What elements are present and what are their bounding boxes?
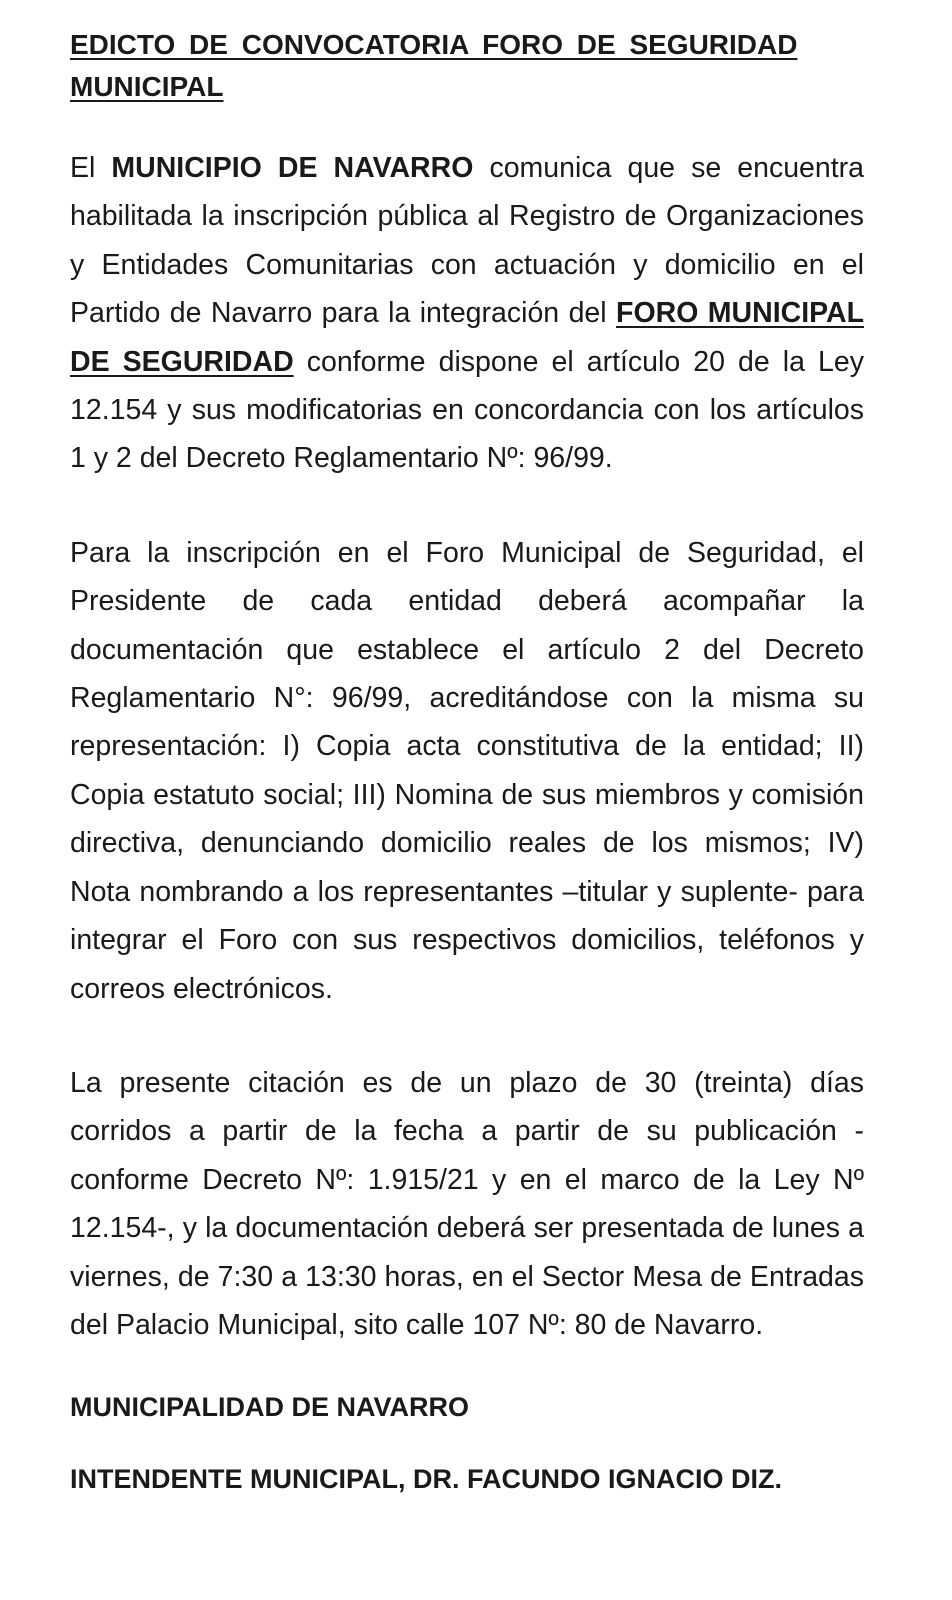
signature-entity: MUNICIPALIDAD DE NAVARRO bbox=[70, 1392, 469, 1423]
announcement-text: comunica que se encuentra habilitada la inscripción pública al Registro de Organizaciones y Entidades Comunitarias con actuación y domicilio en el Partido de Navarro para la integración del bbox=[70, 152, 865, 330]
signature-person: INTENDENTE MUNICIPAL, DR. FACUNDO IGNACIO DIZ. bbox=[70, 1464, 782, 1495]
edict-document bbox=[70, 24, 864, 1499]
municipality-name: MUNICIPIO DE NAVARRO bbox=[111, 152, 474, 184]
announcement-text-continued: conforme dispone el artículo 20 de la Ley 12.154 y sus modificatorias en concordancia con los artículos 1 y 2 del Decreto Reglamentario Nº: 96/99. bbox=[70, 345, 864, 475]
forum-name: FORO MUNICIPAL DE SEGURIDAD bbox=[70, 297, 864, 378]
paragraph-announcement bbox=[70, 144, 864, 483]
paragraph-requirements: Para la inscripción en el Foro Municipal de Seguridad, el Presidente de cada entidad deberá acompañar la documentación que establece el artículo 2 del Decreto Reglamentario N°: 96/99, acreditándose con la misma su representación: I) Copia acta constitutiva de la entidad; II) Copia estatuto social; III) Nomina de sus miembros y comisión directiva, denunciando domicilio reales de los mismos; IV) Nota nombrando a los representantes –titular y suplente- para integrar el Foro con sus respectivos domicilios, teléfonos y correos electrónicos. bbox=[70, 536, 864, 1005]
paragraph-deadline: La presente citación es de un plazo de 30 (treinta) días corridos a partir de la fecha a partir de su publicación -conforme Decreto Nº: 1.915/21 y en el marco de la Ley Nº 12.154-, y la documentación deberá ser presentada de lunes a viernes, de 7:30 a 13:30 horas, en el Sector Mesa de Entradas del Palacio Municipal, sito calle 107 Nº: 80 de Navarro. bbox=[70, 1066, 864, 1341]
document-title: EDICTO DE CONVOCATORIA FORO DE SEGURIDAD MUNICIPAL bbox=[70, 29, 798, 102]
paragraph-intro: El bbox=[70, 152, 112, 184]
